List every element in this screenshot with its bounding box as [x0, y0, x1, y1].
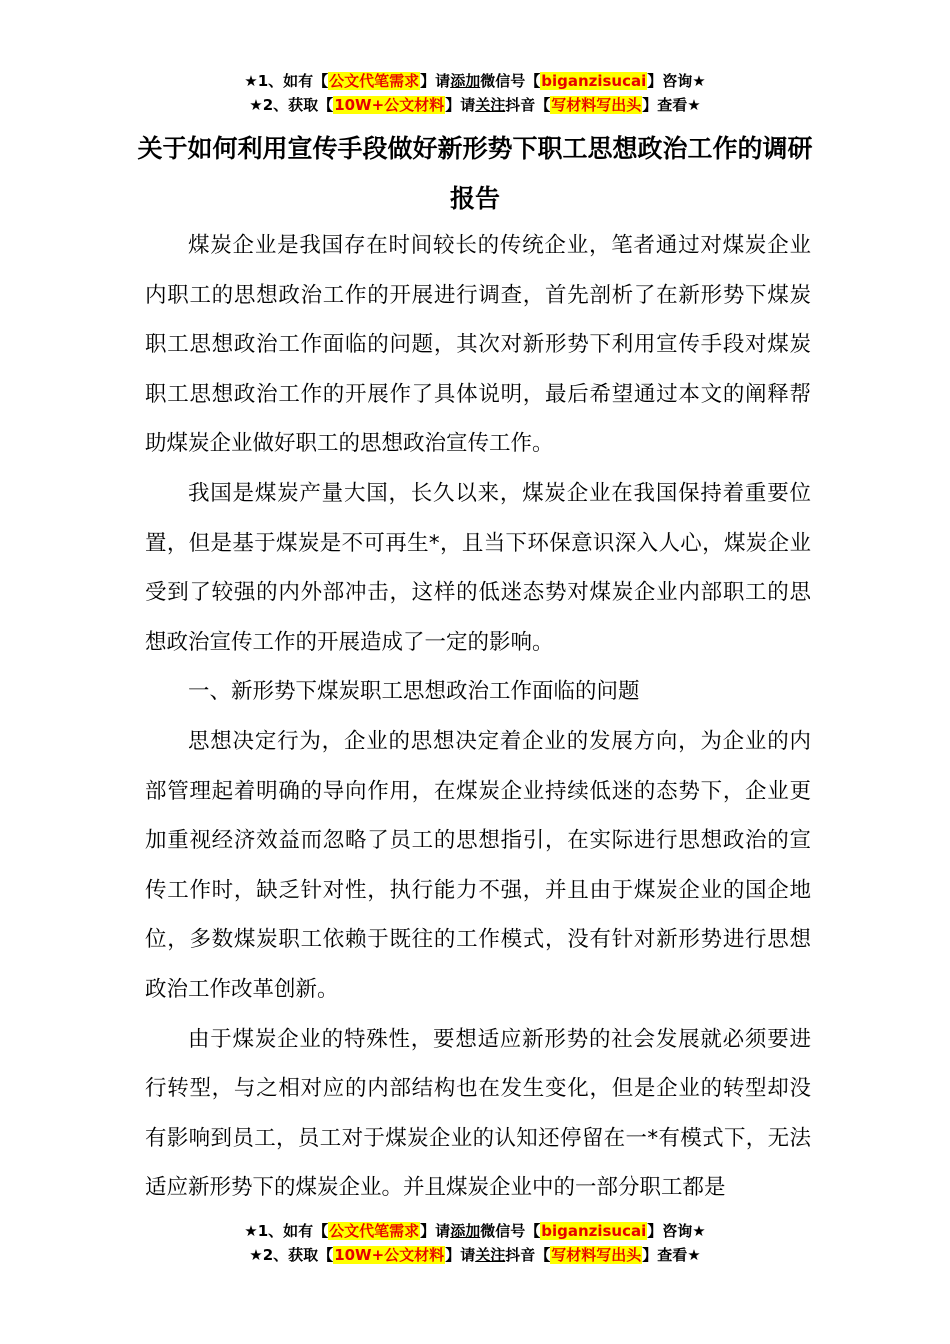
promo-text: ★1、如有【: [244, 72, 329, 90]
body-paragraph: 我国是煤炭产量大国，长久以来，煤炭企业在我国保持着重要位置，但是基于煤炭是不可再生*，且当下环保意识深入人心，煤炭企业受到了较强的内外部冲击，这样的低迷态势对煤炭企业内部职工的思想政治宣传工作的开展造成了一定的影响。: [145, 480, 811, 655]
promo-line-2: [0, 1243, 950, 1267]
promo-line-1: [0, 1219, 950, 1243]
promo-text: 】咨询★: [647, 72, 706, 90]
promo-text: ★2、获取【: [249, 1246, 334, 1264]
promo-text: 】请: [445, 96, 476, 114]
document-body: [145, 221, 811, 1213]
body-paragraph: 煤炭企业是我国存在时间较长的传统企业，笔者通过对煤炭企业内职工的思想政治工作的开展进行调查，首先剖析了在新形势下煤炭职工思想政治工作面临的问题，其次对新形势下利用宣传手段对煤炭职工思想政治工作的开展作了具体说明，最后希望通过本文的阐释帮助煤炭企业做好职工的思想政治宣传工作。: [145, 233, 811, 457]
promo-text: 微信号【: [480, 1222, 541, 1240]
promo-text: 】查看★: [642, 96, 701, 114]
body-paragraph: 由于煤炭企业的特殊性，要想适应新形势的社会发展就必须要进行转型，与之相对应的内部结构也在发生变化，但是企业的转型却没有影响到员工，员工对于煤炭企业的认知还停留在一*有模式下，无法适应新形势下的煤炭企业。并且煤炭企业中的一部分职工都是: [145, 1026, 811, 1201]
promo-text: 】请: [445, 1246, 476, 1264]
promo-highlight: biganzisucai: [541, 1222, 647, 1240]
promo-line-2: [0, 93, 950, 117]
promo-highlight: 10W+公文材料: [334, 96, 445, 114]
promo-text: 】查看★: [642, 1246, 701, 1264]
promo-highlight: 写材料写出头: [551, 1246, 642, 1264]
promo-text: 】咨询★: [647, 1222, 706, 1240]
promo-text: 】请: [420, 72, 451, 90]
promo-emphasis: 关注: [475, 96, 506, 114]
document-title: 关于如何利用宣传手段做好新形势下职工思想政治工作的调研报告: [137, 134, 813, 213]
promo-text: ★1、如有【: [244, 1222, 329, 1240]
body-paragraph: 思想决定行为，企业的思想决定着企业的发展方向，为企业的内部管理起着明确的导向作用，在煤炭企业持续低迷的态势下，企业更加重视经济效益而忽略了员工的思想指引，在实际进行思想政治的宣传工作时，缺乏针对性，执行能力不强，并且由于煤炭企业的国企地位，多数煤炭职工依赖于既往的工作模式，没有针对新形势进行思想政治工作改革创新。: [145, 728, 811, 1002]
promo-highlight: 公文代笔需求: [329, 72, 420, 90]
promo-text: 抖音【: [505, 1246, 551, 1264]
promo-emphasis: 关注: [475, 1246, 506, 1264]
promo-emphasis: 添加: [450, 1222, 481, 1240]
promo-emphasis: 添加: [450, 72, 481, 90]
bottom-promo-banner: [0, 1219, 950, 1267]
promo-text: 抖音【: [505, 96, 551, 114]
promo-highlight: 写材料写出头: [551, 96, 642, 114]
section-heading: 一、新形势下煤炭职工思想政治工作面临的问题: [188, 679, 640, 705]
promo-line-1: [0, 69, 950, 93]
promo-highlight: 公文代笔需求: [329, 1222, 420, 1240]
promo-highlight: 10W+公文材料: [334, 1246, 445, 1264]
top-promo-banner: [0, 69, 950, 117]
promo-highlight: biganzisucai: [541, 72, 647, 90]
promo-text: 】请: [420, 1222, 451, 1240]
promo-text: ★2、获取【: [249, 96, 334, 114]
promo-text: 微信号【: [480, 72, 541, 90]
